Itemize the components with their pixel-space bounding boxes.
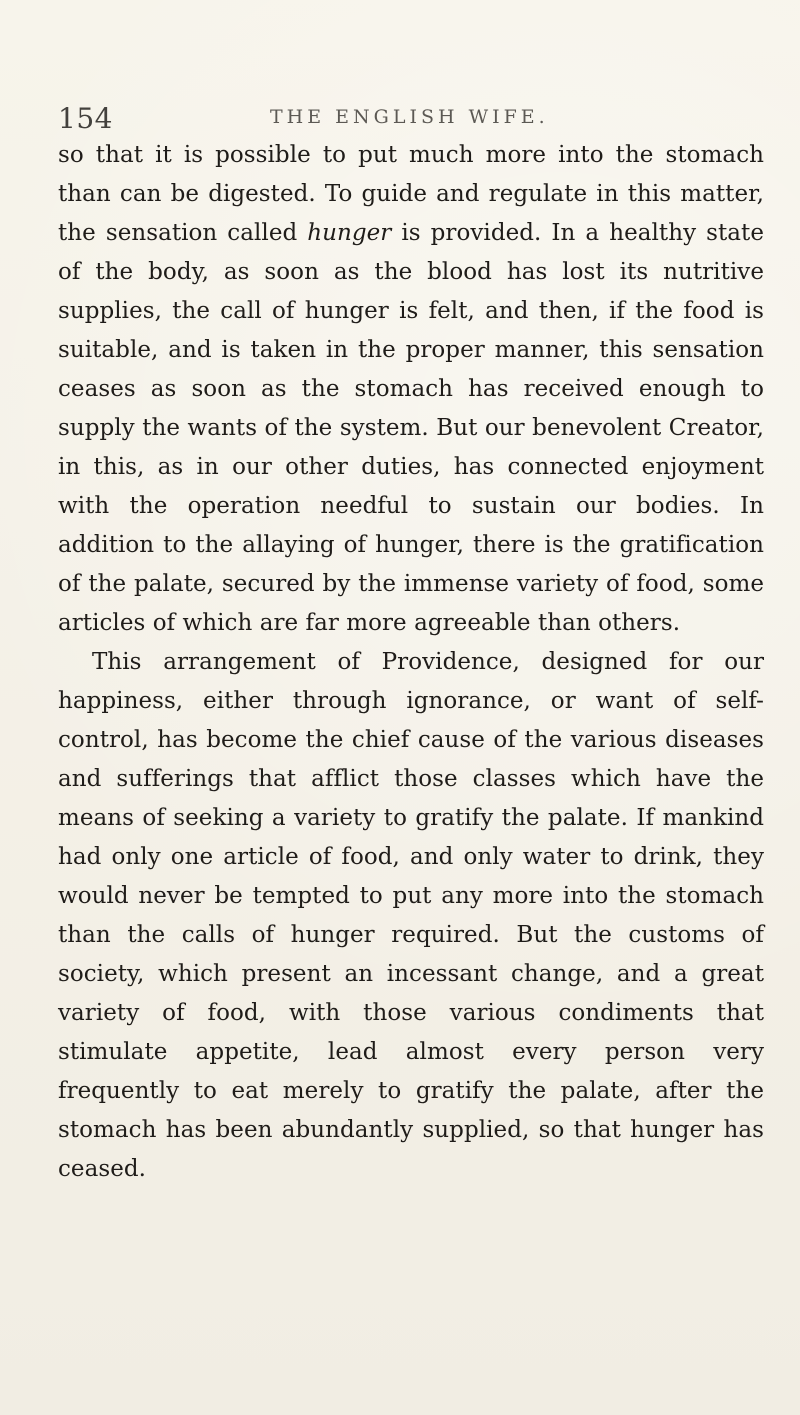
body-text	[58, 136, 764, 1189]
paragraph-2: This arrangement of Providence, designed for our happiness, either through ignorance, or want of self-control, has become the chief cause of the various diseases and sufferings that afflict those classes which have the means of seeking a variety to gratify the palate. If mankind had only one article of food, and only water to drink, they would never be tempted to put any more into the stomach than the calls of hunger required. But the customs of society, which present an incessant change, and a great variety of food, with those various condiments that stimulate appetite, lead almost every person very frequently to eat merely to gratify the palate, after the stomach has been abundantly supplied, so that hunger has ceased.	[58, 649, 764, 1182]
hunger-emphasis: hunger	[307, 220, 392, 246]
paragraph-1-part-2: is provided. In a healthy state of the body, as soon as the blood has lost its nutritive supplies, the call of hunger is felt, and then, if the food is suitable, and is taken in the proper manner, this sensation ceases as soon as the stomach has received enough to supply the wants of the system. But our benevolent Creator, in this, as in our other duties, has connected enjoyment with the operation needful to sustain our bodies. In addition to the allaying of hunger, there is the gratification of the palate, secured by the immense variety of food, some articles of which are far more agreeable than others.	[58, 220, 764, 636]
paragraph-1	[58, 136, 764, 643]
running-title: THE ENGLISH WIFE.	[270, 106, 549, 128]
page-number: 154	[58, 102, 113, 135]
paragraph-1-part-1: so that it is possible to put much more into the stomach than can be digested. To guide and regulate in this matter, the sensation called	[58, 142, 764, 246]
running-head	[58, 102, 763, 138]
